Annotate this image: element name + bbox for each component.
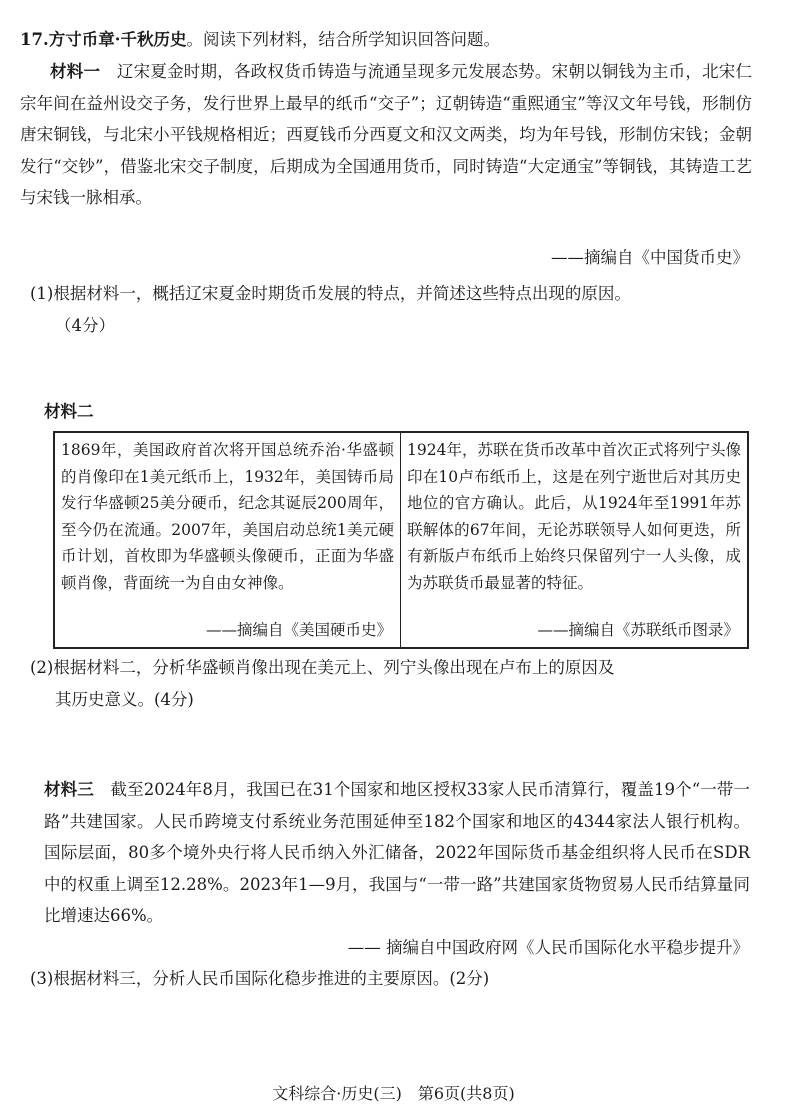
material-3 (44, 774, 750, 932)
question-1-text: (1)根据材料一，概括辽宋夏金时期货币发展的特点，并简述这些特点出现的原因。 (30, 284, 631, 303)
question-instruction: 。阅读下列材料，结合所学知识回答问题。 (186, 30, 500, 49)
material-1 (20, 56, 752, 214)
material-2-left-text: 1869年，美国政府首次将开国总统乔治·华盛顿的肖像印在1美元纸币上，1932年，美国铸币局发行华盛顿25美分硬币，纪念其诞辰200周年，至今仍在流通。2007年，美国启动总统1美元硬币计划，首枚即为华盛顿头像硬币，正面为华盛顿肖像，背面统一为自由女神像。 (61, 441, 394, 592)
page-footer: 文科综合·历史(三) 第6页(共8页) (272, 1084, 515, 1103)
material-3-label: 材料三 (44, 780, 94, 799)
material-2-right-cell (401, 433, 747, 647)
material-2-right-text: 1924年，苏联在货币改革中首次正式将列宁头像印在10卢布纸币上，这是在列宁逝世后对其历史地位的官方确认。此后，从1924年至1991年苏联解体的67年间，无论苏联领导人如何更迭，所有新版卢布纸币上始终只保留列宁一人头像，成为苏联货币最显著的特征。 (407, 441, 741, 592)
question-3: (3)根据材料三，分析人民币国际化稳步推进的主要原因。(2分) (30, 969, 490, 988)
question-1 (30, 278, 760, 341)
material-3-source: —— 摘编自中国政府网《人民币国际化水平稳步提升》 (347, 938, 749, 957)
question-2-line2: 其历史意义。(4分) (55, 689, 194, 709)
material-2-label: 材料二 (44, 402, 94, 421)
material-1-label: 材料一 (50, 62, 101, 81)
material-2-table (53, 431, 749, 649)
material-2-left-source: ——摘编自《美国硬币史》 (205, 620, 392, 639)
question-2 (30, 652, 760, 715)
material-2-right-source: ——摘编自《苏联纸币图录》 (537, 620, 739, 639)
question-heading: 方寸币章·千秋历史 (48, 30, 187, 49)
material-3-text: 截至2024年8月，我国已在31个国家和地区授权33家人民币清算行，覆盖19个“一带一路”共建国家。人民币跨境支付系统业务范围延伸至182个国家和地区的4344家法人银行机构。国际层面，80多个境外央行将人民币纳入外汇储备，2022年国际货币基金组织将人民币在SDR中的权重上调至12.28%。2023年1—9月，我国与“一带一路”共建国家货物贸易人民币结算量同比增速达66%。 (44, 780, 751, 925)
material-1-text: 辽宋夏金时期，各政权货币铸造与流通呈现多元发展态势。宋朝以铜钱为主币，北宋仁宗年间在益州设交子务，发行世界上最早的纸币“交子”；辽朝铸造“重熙通宝”等汉文年号钱，形制仿唐宋铜钱，与北宋小平钱规格相近；西夏钱币分西夏文和汉文两类，均为年号钱，形制仿宋钱；金朝发行“交钞”，借鉴北宋交子制度，后期成为全国通用货币，同时铸造“大定通宝”等铜钱，其铸造工艺与宋钱一脉相承。 (20, 62, 753, 207)
question-title (20, 24, 770, 56)
question-number: 17. (20, 30, 49, 49)
question-1-score: （4分） (55, 315, 115, 335)
material-1-source: ——摘编自《中国货币史》 (551, 248, 749, 267)
material-2-left-cell (55, 433, 401, 647)
question-2-line1: (2)根据材料二，分析华盛顿肖像出现在美元上、列宁头像出现在卢布上的原因及 (30, 658, 615, 677)
